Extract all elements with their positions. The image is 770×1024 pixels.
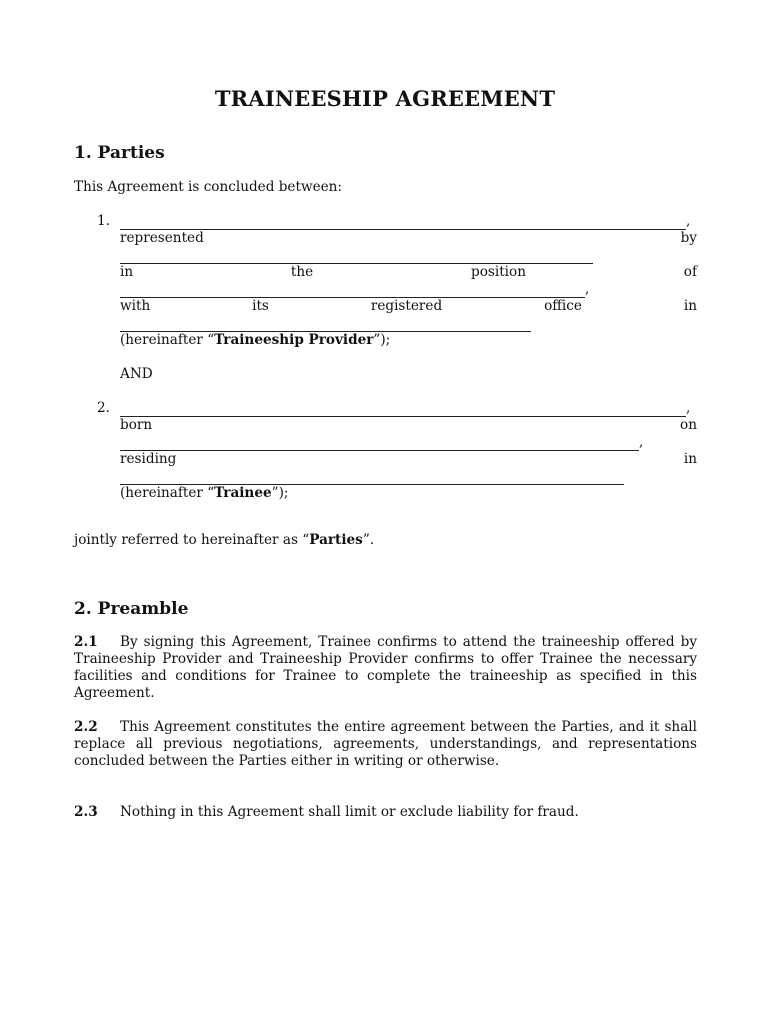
word: in [683, 451, 697, 467]
clause-text: By signing this Agreement, Trainee confirms to attend the traineeship offered by Traineeship Provider and Traineeship Provider confirms to offer Trainee the necessary facilities and conditions for Trainee to complete the traineeship as specified in this Agreement. [74, 634, 697, 701]
section-heading-preamble: 2. Preamble [74, 599, 189, 619]
word: represented [120, 230, 204, 246]
word: in [120, 264, 134, 280]
word: its [252, 298, 269, 314]
party2-number: 2. [97, 400, 110, 416]
party2-comma-2: , [639, 434, 644, 450]
word: of [683, 264, 697, 280]
party1-number: 1. [97, 213, 110, 229]
and-separator: AND [120, 366, 153, 382]
party2-hereinafter: (hereinafter “Trainee”); [120, 485, 289, 501]
clause-number: 2.3 [74, 804, 98, 820]
word: the [290, 264, 314, 280]
party1-represented-row [120, 230, 697, 247]
clause-2-2 [74, 719, 697, 770]
clause-text: This Agreement constitutes the entire agreement between the Parties, and it shall replace all previous negotiations, agreements, understandings, and representations concluded between the Parties either in writing or otherwise. [74, 719, 697, 769]
clause-2-1 [74, 634, 697, 702]
word: office [544, 298, 582, 314]
party1-office-row [120, 298, 697, 315]
clause-text: Nothing in this Agreement shall limit or exclude liability for fraud. [120, 804, 579, 820]
word: position [471, 264, 526, 280]
parties-intro: This Agreement is concluded between: [74, 179, 342, 195]
defined-term-parties: Parties [309, 532, 363, 548]
clause-number: 2.1 [74, 634, 98, 650]
word: born [120, 417, 153, 433]
party2-comma: , [686, 400, 691, 416]
party1-hereinafter: (hereinafter “Traineeship Provider”); [120, 332, 391, 348]
word: in [683, 298, 697, 314]
jointly-referred-text: jointly referred to hereinafter as “Parties”. [74, 532, 375, 548]
party1-comma-2: , [585, 281, 590, 297]
word: residing [120, 451, 177, 467]
defined-term-trainee: Trainee [214, 485, 272, 501]
party1-position-row [120, 264, 697, 281]
defined-term-traineeship-provider: Traineeship Provider [214, 332, 374, 348]
document-title: TRAINEESHIP AGREEMENT [214, 86, 556, 111]
word: on [680, 417, 697, 433]
party1-comma: , [686, 213, 691, 229]
section-heading-parties: 1. Parties [74, 143, 165, 163]
clause-2-3 [74, 804, 697, 821]
word: registered [370, 298, 443, 314]
word: by [680, 230, 697, 246]
party2-residing-row [120, 451, 697, 468]
clause-number: 2.2 [74, 719, 98, 735]
party2-born-row [120, 417, 697, 434]
word: with [120, 298, 151, 314]
